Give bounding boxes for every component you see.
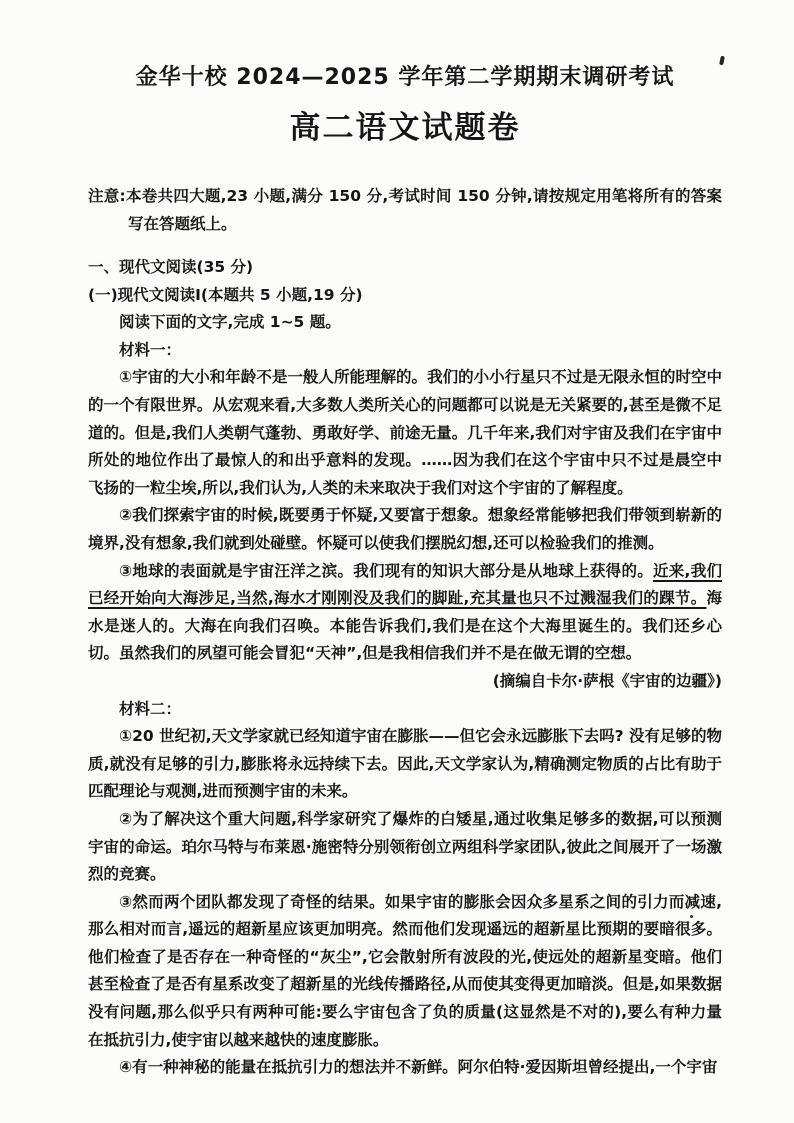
material-1-label: 材料一： [119, 340, 182, 359]
material-1-paragraph-1: ①宇宙的大小和年龄不是一般人所能理解的。我们的小小行星只不过是无限永恒的时空中的一个有限世界。从宏观来看,大多数人类所关心的问题都可以说是无关紧要的,甚至是微不足道的。但是,我们人类朝气蓬勃、勇敢好学、前途无量。几千年来,我们对宇宙及我们在宇宙中所处的地位作出了最惊人的和出乎意料的发现。……因为我们在这个宇宙中只不过是晨空中飞扬的一粒尘埃,所以,我们认为,人类的未来取决于我们对这个宇宙的了解程度。 [88, 368, 722, 497]
material-2-paragraph-4: ④有一种神秘的能量在抵抗引力的想法并不新鲜。阿尔伯特·爱因斯坦曾经提出,一个宇宙 [119, 1058, 718, 1077]
exam-title: 金华十校 2024—2025 学年第二学期期末调研考试 [135, 65, 675, 90]
material-1-attribution: (摘编自卡尔·萨根《宇宙的边疆》) [492, 671, 722, 690]
section-heading-modern-reading: 一、现代文阅读(35 分) [88, 258, 254, 277]
material-1-paragraph-3-pre: ③地球的表面就是宇宙汪洋之滨。我们现有的知识大部分是从地球上获得的。 [119, 561, 653, 580]
material-2-label: 材料二： [119, 699, 182, 718]
exam-subtitle: 高二语文试题卷 [289, 109, 521, 146]
material-1-paragraph-3-underlined: 近来,我们已经开始向大海涉足,当然,海水才刚刚没及我们的脚趾,充其量也只不过溅湿我们的踝节。 [88, 561, 722, 608]
notice-text: 本卷共四大题,23 小题,满分 150 分,考试时间 150 分钟,请按规定用笔将所有的答案写在答题纸上。 [125, 187, 722, 233]
notice-label: 注意: [88, 187, 126, 206]
exam-body [88, 183, 722, 1082]
reading-instruction: 阅读下面的文字,完成 1~5 题。 [119, 313, 341, 332]
material-1-paragraph-2: ②我们探索宇宙的时候,既要勇于怀疑,又要富于想象。想象经常能够把我们带领到崭新的境界,没有想象,我们就到处碰壁。怀疑可以使我们摆脱幻想,还可以检验我们的推测。 [88, 506, 722, 552]
exam-notice [88, 183, 722, 238]
material-2-paragraph-3: ③然而两个团队都发现了奇怪的结果。如果宇宙的膨胀会因众多星系之间的引力而减速,那么相对而言,遥远的超新星应该更加明亮。然而他们发现遥远的超新星比预期的要暗很多。他们检查了是否存在一种奇怪的“灰尘”,它会散射所有波段的光,使远处的超新星变暗。他们甚至检查了是否有星系改变了超新星的光线传播路径,从而使其变得更加暗淡。但是,如果数据没有问题,那么似乎只有两种可能:要么宇宙包含了负的质量(这显然是不对的),要么有种力量在抵抗引力,使宇宙以越来越快的速度膨胀。 [88, 892, 722, 1049]
material-2-paragraph-1: ①20 世纪初,天文学家就已经知道宇宙在膨胀——但它会永远膨胀下去吗? 没有足够的物质,就没有足够的引力,膨胀将永远持续下去。因此,天文学家认为,精确测定物质的占比有助于匹配理论与观测,进而预测宇宙的未来。 [88, 727, 722, 801]
material-2-paragraph-2: ②为了解决这个重大问题,科学家研究了爆炸的白矮星,通过收集足够多的数据,可以预测宇宙的命运。珀尔马特与布莱恩·施密特分别领衔创立两组科学家团队,彼此之间展开了一场激烈的竞赛。 [88, 809, 722, 884]
material-1-paragraph-3-post: 海水是迷人的。大海在向我们召唤。本能告诉我们,我们是在这个大海里诞生的。我们还乡心切。虽然我们的夙望可能会冒犯“天神”,但是我相信我们并不是在做无谓的空想。 [88, 589, 722, 663]
part-heading-reading-1: (一)现代文阅读Ⅰ(本题共 5 小题,19 分) [88, 285, 363, 304]
scan-artifact-dot [719, 56, 725, 66]
material-1-paragraph-3 [88, 558, 722, 668]
scan-artifact-speck [690, 915, 693, 918]
